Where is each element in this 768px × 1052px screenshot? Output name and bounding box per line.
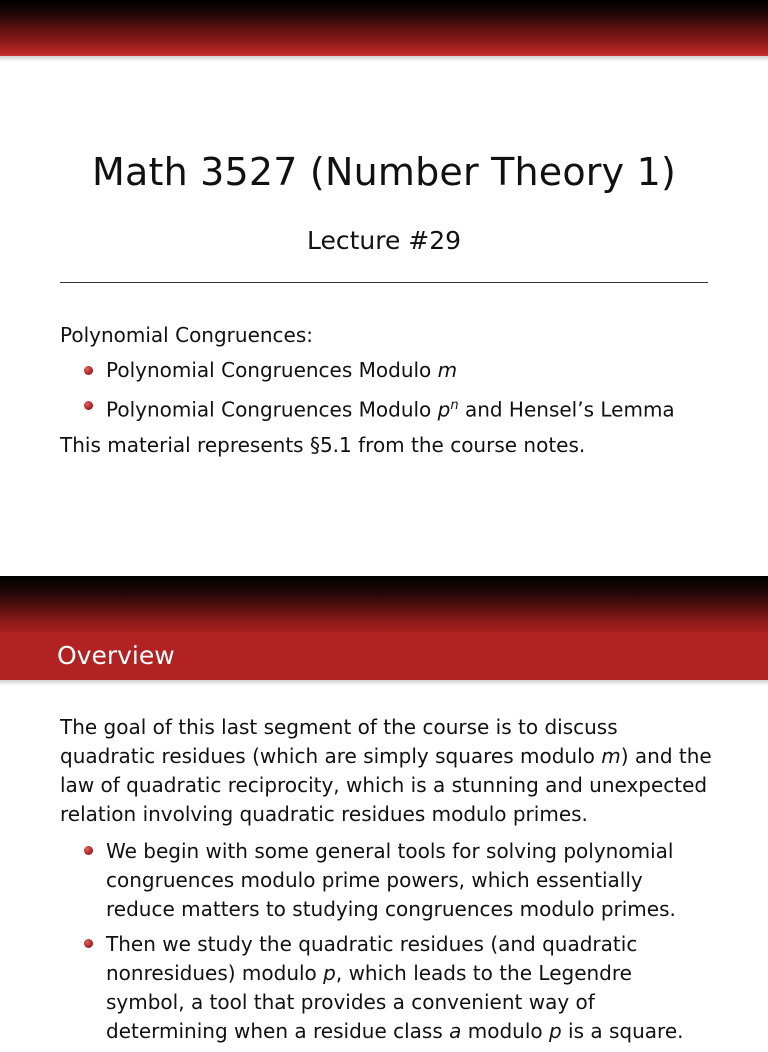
- overview-slide: [0, 576, 768, 1043]
- exponent-n: n: [450, 398, 459, 413]
- list-item-text: We begin with some general tools for solving polynomial congruences modulo prime powers, which essentially reduce matters to studying congruences modulo primes.: [106, 839, 676, 921]
- list-item-text: Polynomial Congruences Modulo: [106, 397, 438, 422]
- list-item-tail: and Hensel’s Lemma: [458, 397, 675, 422]
- paragraph-text: The goal of this last segment of the course is to discuss quadratic residues (which are simply squares modulo: [60, 715, 618, 768]
- list-item: [60, 388, 720, 428]
- list-item: [60, 930, 716, 1046]
- overview-paragraph: [60, 713, 716, 829]
- slide-title: Math 3527 (Number Theory 1): [92, 150, 676, 194]
- overview-content: [60, 713, 716, 1052]
- title-divider: [60, 282, 708, 283]
- bullet-icon: [84, 939, 93, 948]
- list-item: [60, 837, 716, 924]
- bullet-icon: [84, 846, 93, 855]
- list-item-text: modulo: [461, 1019, 549, 1043]
- list-item: [60, 353, 720, 388]
- frame-title: Overview: [57, 641, 175, 670]
- title-slide-content: [60, 318, 720, 463]
- variable-a: a: [449, 1019, 462, 1043]
- list-item-text: Polynomial Congruences Modulo: [106, 358, 438, 382]
- paragraph-text: ) and the law of quadratic reciprocity, which is a stunning and unexpected relation involving quadratic residues modulo primes.: [60, 744, 712, 826]
- variable-p: p: [548, 1019, 562, 1043]
- variable-m: m: [437, 358, 458, 382]
- list-item-text: Then we study the quadratic residues (and quadratic nonresidues) modulo: [106, 932, 638, 985]
- top-decoration-bar: [0, 576, 768, 632]
- list-item-text: , which leads to the Legendre symbol, a tool that provides a convenient way of determining when a residue class: [106, 961, 632, 1043]
- variable-p: p: [323, 961, 336, 985]
- slide-subtitle: Lecture #29: [306, 226, 462, 255]
- list-item-text: is a square.: [561, 1019, 684, 1043]
- top-decoration-bar: [0, 0, 768, 56]
- intro-text: Polynomial Congruences:: [60, 323, 314, 347]
- topic-list: [60, 353, 720, 428]
- overview-list: [60, 837, 716, 1046]
- variable-p: p: [437, 397, 451, 422]
- source-note: This material represents §5.1 from the course notes.: [60, 432, 586, 457]
- bullet-icon: [84, 401, 93, 410]
- bullet-icon: [84, 366, 93, 375]
- variable-m: m: [601, 744, 621, 768]
